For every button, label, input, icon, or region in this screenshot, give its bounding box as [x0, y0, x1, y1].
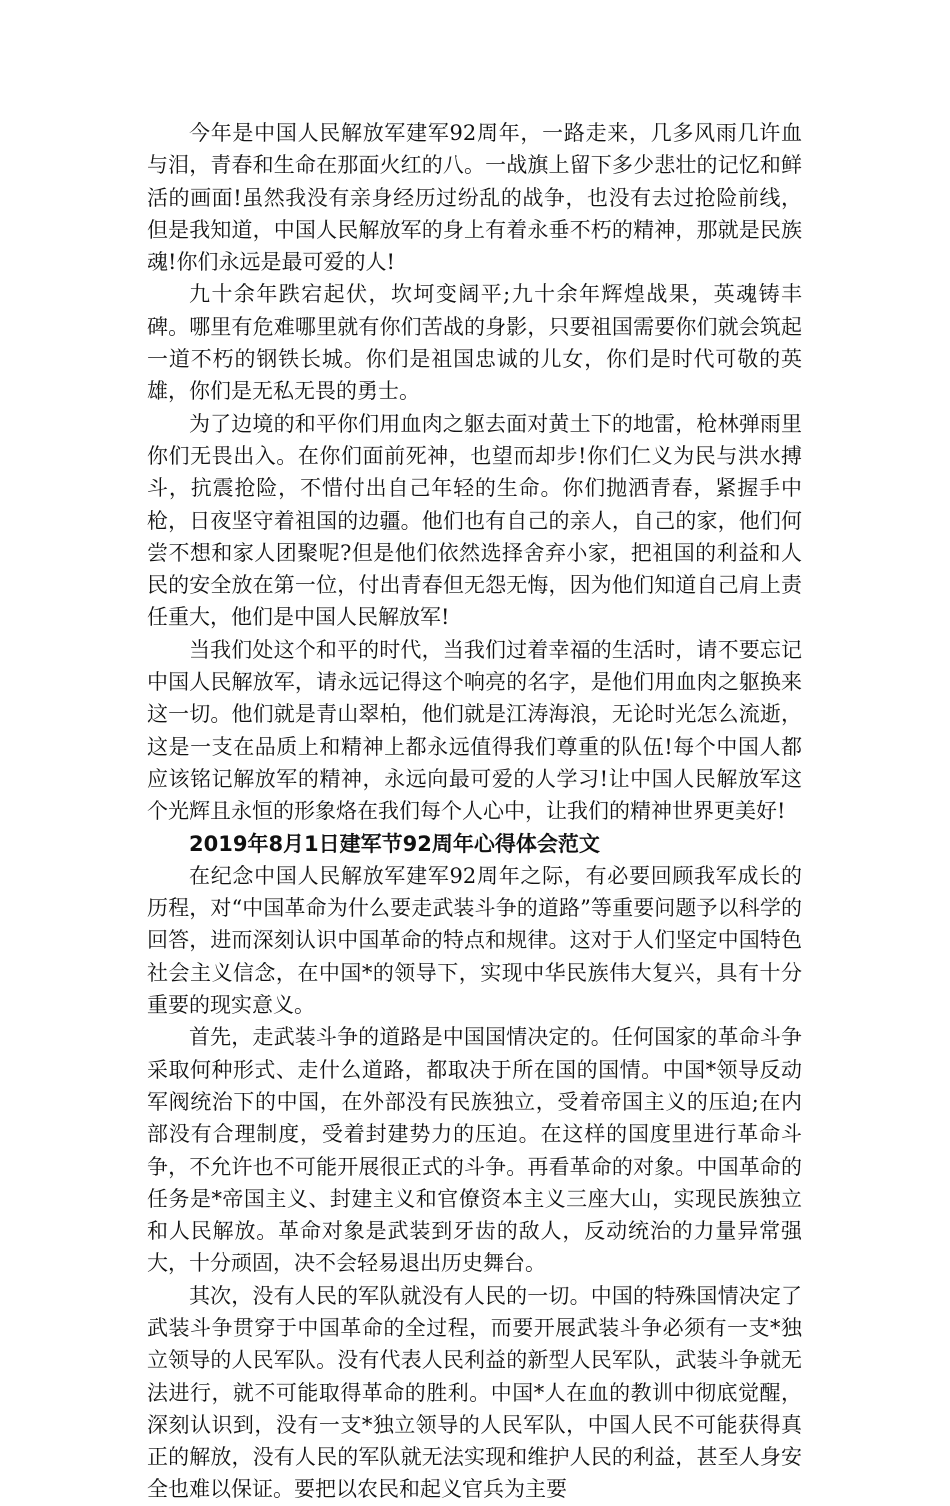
paragraph-anniversary-intro: 今年是中国人民解放军建军92周年，一路走来，几多风雨几许血与泪，青春和生命在那面火红的八。一战旗上留下多少悲壮的记忆和鲜活的画面!虽然我没有亲身经历过纷乱的战争，也没有去过抢险前线，但是我知道，中国人民解放军的身上有着永垂不朽的精神，那就是民族魂!你们永远是最可爱的人!: [147, 121, 802, 275]
section-heading: 2019年8月1日建军节92周年心得体会范文: [189, 831, 600, 856]
paragraph-commemoration: 在纪念中国人民解放军建军92周年之际，有必要回顾我军成长的历程，对“中国革命为什么要走武装斗争的道路”等重要问题予以科学的回答，进而深刻认识中国革命的特点和规律。这对于人们坚定中国特色社会主义信念，在中国*的领导下，实现中华民族伟大复兴，具有十分重要的现实意义。: [147, 863, 802, 1018]
paragraph-border-peace: 为了边境的和平你们用血肉之躯去面对黄土下的地雷，枪林弹雨里你们无畏出入。在你们面前死神，也望而却步!你们仁义为民与洪水搏斗，抗震抢险，不惜付出自己年轻的生命。你们抛洒青春，紧握手中枪，日夜坚守着祖国的边疆。他们也有自己的亲人，自己的家，他们何尝不想和家人团聚呢?但是他们依然选择舍弃小家，把祖国的利益和人民的安全放在第一位，付出青春但无怨无悔，因为他们知道自己肩上责任重大，他们是中国人民解放军!: [147, 411, 802, 630]
paragraph-ninety-years: 九十余年跌宕起伏，坎坷变阔平;九十余年辉煌战果，英魂铸丰碑。哪里有危难哪里就有你们苦战的身影，只要祖国需要你们就会筑起一道不朽的钢铁长城。你们是祖国忠诚的儿女，你们是时代可敬的英雄，你们是无私无畏的勇士。: [147, 282, 802, 404]
document-body: [147, 117, 802, 1506]
paragraph-peaceful-era: 当我们处这个和平的时代，当我们过着幸福的生活时，请不要忘记中国人民解放军，请永远记得这个响亮的名字，是他们用血肉之躯换来这一切。他们就是青山翠柏，他们就是江涛海浪，无论时光怎么流逝，这是一支在品质上和精神上都永远值得我们尊重的队伍!每个中国人都应该铭记解放军的精神，永远向最可爱的人学习!让中国人民解放军这个光辉且永恒的形象烙在我们每个人心中，让我们的精神世界更美好!: [147, 637, 802, 824]
paragraph-national-conditions: 首先，走武装斗争的道路是中国国情决定的。任何国家的革命斗争采取何种形式、走什么道路，都取决于所在国的国情。中国*领导反动军阀统治下的中国，在外部没有民族独立，受着帝国主义的压迫;在内部没有合理制度，受着封建势力的压迫。在这样的国度里进行革命斗争，不允许也不可能开展很正式的斗争。再看革命的对象。中国革命的任务是*帝国主义、封建主义和官僚资本主义三座大山，实现民族独立和人民解放。革命对象是武装到牙齿的敌人，反动统治的力量异常强大，十分顽固，决不会轻易退出历史舞台。: [147, 1025, 802, 1276]
paragraph-peoples-army: 其次，没有人民的军队就没有人民的一切。中国的特殊国情决定了武装斗争贯穿于中国革命的全过程，而要开展武装斗争必须有一支*独立领导的人民军队。没有代表人民利益的新型人民军队，武装斗争就无法进行，就不可能取得革命的胜利。中国*人在血的教训中彻底觉醒，深刻认识到，没有一支*独立领导的人民军队，中国人民不可能获得真正的解放，没有人民的军队就无法实现和维护人民的利益，甚至人身安全也难以保证。要把以农民和起义官兵为主要: [147, 1283, 802, 1502]
